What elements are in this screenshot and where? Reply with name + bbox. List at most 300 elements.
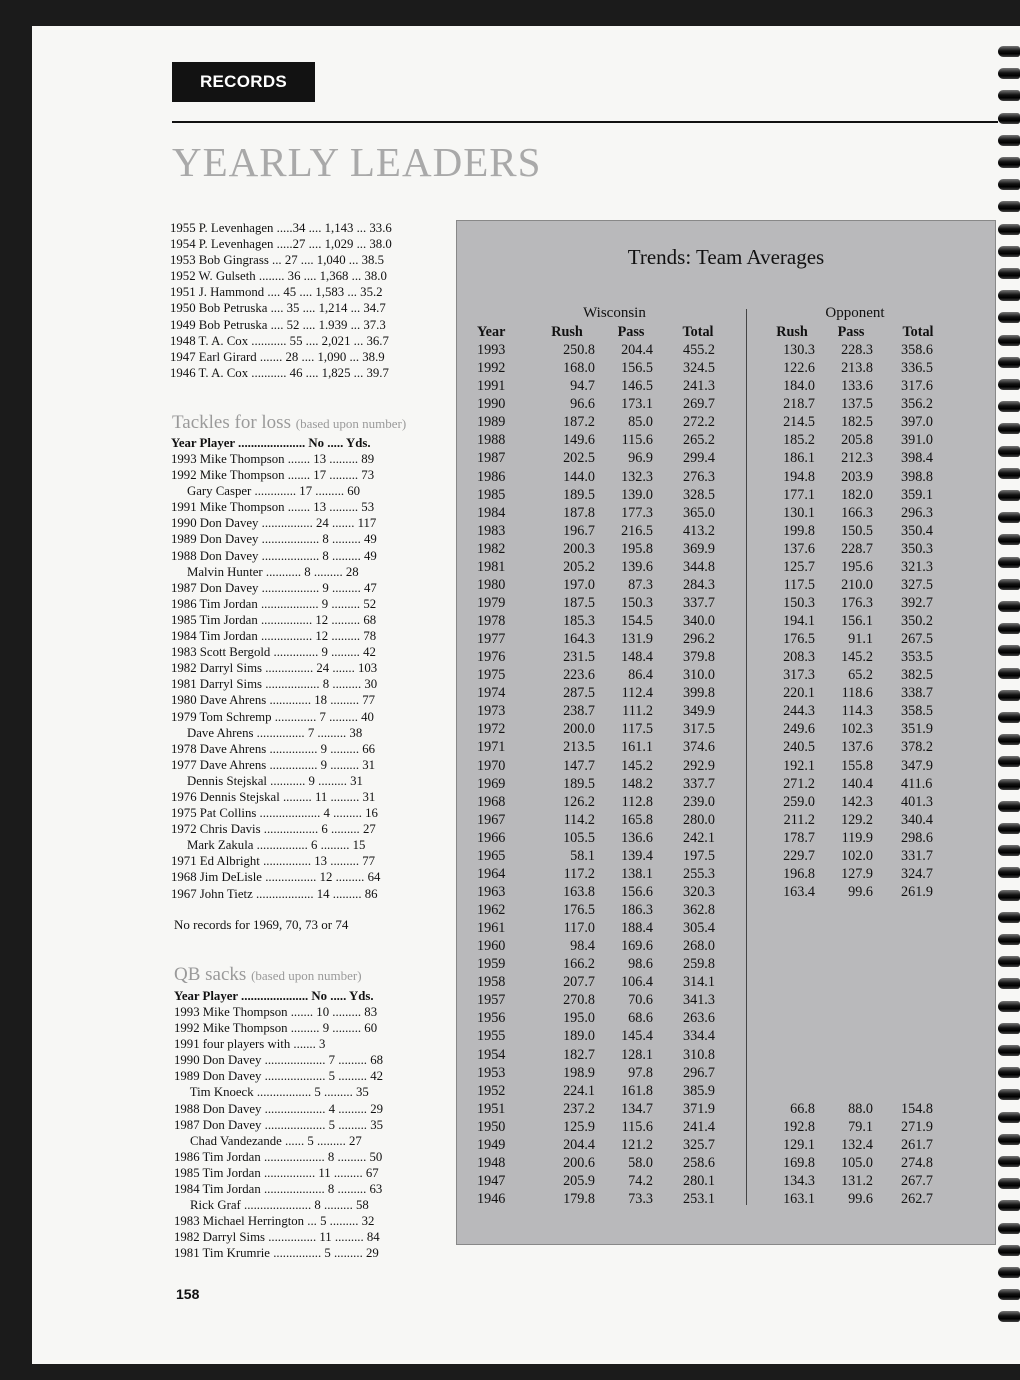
table-cell: [819, 991, 883, 1009]
table-row: [765, 955, 953, 973]
table-row: [477, 413, 733, 431]
binding-ring: [998, 68, 1020, 79]
table-row: [765, 377, 953, 395]
table-row: [477, 504, 733, 522]
table-cell: 255.3: [683, 865, 715, 882]
punting-list: [170, 220, 392, 381]
table-cell: 1964: [477, 865, 506, 882]
table-cell: 58.0: [628, 1154, 653, 1171]
table-cell: 140.4: [841, 775, 873, 792]
table-row: [765, 1154, 953, 1172]
table-row: [765, 486, 953, 504]
table-cell: 1993: [477, 342, 506, 359]
table-cell: 105.5: [563, 829, 595, 846]
table-cell: 1951: [477, 1100, 506, 1117]
binding-ring: [998, 90, 1020, 101]
list-item: Dave Ahrens ............... 7 ......... 38: [171, 725, 363, 740]
table-cell: 358.6: [901, 342, 933, 359]
table-row: [765, 413, 953, 431]
table-cell: [819, 955, 883, 973]
binding-ring: [998, 912, 1020, 923]
list-item: 1954 P. Levenhagen .....27 .... 1,029 ... 38.0: [170, 237, 392, 252]
binding-ring: [998, 179, 1020, 190]
table-row: [477, 702, 733, 720]
table-cell: 324.5: [683, 360, 715, 377]
binding-ring: [998, 712, 1020, 723]
table-cell: 203.9: [841, 468, 873, 485]
table-cell: 1978: [477, 613, 506, 629]
table-cell: 1972: [477, 721, 506, 738]
binding-ring: [998, 867, 1020, 878]
table-cell: 115.6: [621, 1118, 653, 1135]
table-cell: [765, 1045, 819, 1063]
binding-ring: [998, 956, 1020, 967]
binding-ring: [998, 1134, 1020, 1145]
table-cell: 397.0: [901, 414, 933, 431]
table-cell: [765, 1009, 819, 1027]
table-row: [477, 1009, 733, 1027]
table-cell: 68.6: [628, 1010, 653, 1027]
table-cell: [765, 901, 819, 919]
table-cell: 244.3: [783, 703, 815, 720]
table-cell: 117.0: [563, 920, 595, 937]
table-cell: 156.6: [621, 883, 653, 900]
table-row: [765, 1100, 953, 1118]
table-cell: [765, 937, 819, 955]
table-cell: 1966: [477, 829, 506, 846]
table-cell: 182.5: [841, 414, 873, 431]
table-row: [477, 937, 733, 955]
table-cell: 1991: [477, 378, 506, 395]
table-cell: 1980: [477, 576, 506, 593]
sacks-header: Year Player ..................... No ..... Yds.: [174, 989, 374, 1003]
list-item: Dennis Stejskal ........... 9 ......... 31: [171, 773, 363, 788]
table-row: [477, 1100, 733, 1118]
table-cell: 150.5: [841, 522, 873, 539]
tackles-title: Tackles for loss: [172, 412, 291, 433]
list-item: 1967 John Tietz .................. 14 ......... 86: [171, 886, 378, 901]
table-cell: 127.9: [841, 865, 873, 882]
table-cell: 97.8: [628, 1064, 653, 1081]
table-cell: 327.5: [901, 576, 933, 593]
table-cell: 102.0: [841, 847, 873, 864]
table-cell: 207.7: [563, 974, 595, 991]
table-cell: 1979: [477, 594, 506, 611]
table-row: [477, 811, 733, 829]
binding-ring: [998, 801, 1020, 812]
table-row: [765, 558, 953, 576]
table-cell: [883, 955, 953, 973]
table-cell: 184.0: [783, 378, 815, 395]
table-row: [765, 594, 953, 612]
table-cell: 85.0: [628, 414, 653, 431]
table-cell: 161.1: [621, 739, 653, 756]
table-cell: 324.7: [901, 865, 933, 882]
list-item: 1947 Earl Girard ....... 28 .... 1,090 ... 38.9: [170, 349, 385, 364]
table-cell: 237.2: [563, 1100, 595, 1117]
table-cell: 156.1: [841, 613, 873, 629]
table-cell: 1948: [477, 1154, 506, 1171]
table-row: [765, 666, 953, 684]
table-cell: 166.2: [563, 956, 595, 973]
column-divider: [746, 309, 747, 1205]
table-cell: 70.6: [628, 992, 653, 1009]
table-row: [765, 449, 953, 467]
column-header: Pass: [837, 324, 865, 340]
table-cell: [819, 973, 883, 991]
binding-ring: [998, 357, 1020, 368]
table-cell: 73.3: [628, 1191, 653, 1207]
list-item: 1983 Michael Herrington ... 5 ......... 32: [174, 1214, 375, 1229]
table-cell: 276.3: [683, 468, 715, 485]
table-cell: 238.7: [563, 703, 595, 720]
list-item: 1980 Dave Ahrens ............. 18 ......... 77: [171, 693, 376, 708]
table-cell: 1965: [477, 847, 506, 864]
table-cell: 228.7: [841, 540, 873, 557]
table-cell: 1971: [477, 739, 506, 756]
list-item: 1985 Tim Jordan ................ 11 ......... 67: [174, 1165, 379, 1180]
table-cell: 239.0: [683, 793, 715, 810]
table-cell: 1960: [477, 938, 506, 955]
table-cell: [883, 919, 953, 937]
table-row: [477, 684, 733, 702]
table-cell: 270.8: [563, 992, 595, 1009]
table-row: [477, 1136, 733, 1154]
table-cell: 121.2: [621, 1136, 653, 1153]
table-cell: 359.1: [901, 486, 933, 503]
table-row: [765, 883, 953, 901]
table-cell: 317.5: [683, 721, 715, 738]
table-row: [765, 937, 953, 955]
table-cell: 1987: [477, 450, 506, 467]
table-cell: [819, 1045, 883, 1063]
table-cell: 196.8: [783, 865, 815, 882]
binding-ring: [998, 978, 1020, 989]
table-cell: 117.2: [563, 865, 595, 882]
table-cell: 331.7: [901, 847, 933, 864]
table-row: [477, 901, 733, 919]
table-cell: 385.9: [683, 1082, 715, 1099]
table-cell: 200.3: [563, 540, 595, 557]
binding-ring: [998, 1045, 1020, 1056]
table-cell: 1981: [477, 558, 506, 575]
table-cell: 145.2: [621, 757, 653, 774]
binding-ring: [998, 290, 1020, 301]
list-item: 1953 Bob Gingrass ... 27 .... 1,040 ... 38.5: [170, 253, 384, 268]
table-cell: 267.5: [901, 631, 933, 648]
binding-ring: [998, 823, 1020, 834]
table-cell: 163.4: [783, 883, 815, 900]
table-cell: 374.6: [683, 739, 715, 756]
table-cell: [883, 1045, 953, 1063]
table-cell: 164.3: [563, 631, 595, 648]
table-row: [765, 576, 953, 594]
table-cell: 353.5: [901, 649, 933, 666]
table-row: [765, 341, 953, 359]
list-item: 1977 Dave Ahrens ............... 9 ......... 31: [171, 757, 376, 772]
table-cell: 131.9: [621, 631, 653, 648]
table-cell: 224.1: [563, 1082, 595, 1099]
list-item: 1979 Tom Schremp ............. 7 ......... 40: [171, 709, 374, 724]
list-item: 1981 Darryl Sims ................. 8 ......... 30: [171, 677, 378, 692]
table-cell: 189.0: [563, 1028, 595, 1045]
list-item: 1988 Don Davey ................... 4 ......... 29: [174, 1101, 383, 1116]
table-row: [477, 594, 733, 612]
list-item: 1990 Don Davey ................... 7 ......... 68: [174, 1053, 383, 1068]
table-cell: [819, 1081, 883, 1099]
table-cell: 241.3: [683, 378, 715, 395]
table-cell: 296.2: [683, 631, 715, 648]
table-cell: 189.5: [563, 486, 595, 503]
table-cell: [819, 901, 883, 919]
table-row: [765, 1009, 953, 1027]
table-cell: 130.1: [783, 504, 815, 521]
table-cell: 133.6: [841, 378, 873, 395]
table-row: [477, 612, 733, 630]
table-cell: 1953: [477, 1064, 506, 1081]
table-row: [477, 1027, 733, 1045]
table-cell: 1975: [477, 667, 506, 684]
table-cell: 259.0: [783, 793, 815, 810]
table-cell: 94.7: [570, 378, 595, 395]
table-cell: [765, 919, 819, 937]
table-cell: 231.5: [563, 649, 595, 666]
list-item: 1987 Don Davey .................. 9 ......... 47: [171, 580, 377, 595]
binding-ring: [998, 690, 1020, 701]
list-item: 1982 Darryl Sims ............... 11 ......... 84: [174, 1230, 380, 1245]
table-cell: 205.2: [563, 558, 595, 575]
table-row: [765, 1190, 953, 1208]
table-row: [477, 359, 733, 377]
table-cell: 213.8: [841, 360, 873, 377]
table-cell: 139.0: [621, 486, 653, 503]
table-cell: 305.4: [683, 920, 715, 937]
table-cell: 344.8: [683, 558, 715, 575]
table-cell: 154.5: [621, 613, 653, 629]
table-cell: 229.7: [783, 847, 815, 864]
table-cell: 139.4: [621, 847, 653, 864]
binding-ring: [998, 157, 1020, 168]
table-cell: 144.0: [563, 468, 595, 485]
table-cell: 182.7: [563, 1046, 595, 1063]
list-item: 1978 Dave Ahrens ............... 9 ......... 66: [171, 741, 376, 756]
binding-ring: [998, 335, 1020, 346]
table-cell: 223.6: [563, 667, 595, 684]
table-row: [765, 738, 953, 756]
table-cell: 147.7: [563, 757, 595, 774]
table-cell: 189.5: [563, 775, 595, 792]
table-cell: 205.8: [841, 432, 873, 449]
table-cell: 163.8: [563, 883, 595, 900]
table-cell: [765, 991, 819, 1009]
page-number: 158: [176, 1286, 200, 1302]
binding-ring: [998, 423, 1020, 434]
table-row: [765, 901, 953, 919]
column-header: Rush: [776, 324, 808, 340]
table-cell: 298.6: [901, 829, 933, 846]
section-tab: RECORDS: [172, 62, 315, 102]
table-cell: 58.1: [570, 847, 595, 864]
table-cell: 132.3: [621, 468, 653, 485]
table-cell: 187.8: [563, 504, 595, 521]
binding-ring: [998, 1023, 1020, 1034]
table-row: [765, 359, 953, 377]
table-cell: 1961: [477, 920, 506, 937]
binding-ring: [998, 135, 1020, 146]
binding-ring: [998, 512, 1020, 523]
table-cell: 96.9: [628, 450, 653, 467]
table-cell: 310.8: [683, 1046, 715, 1063]
table-cell: 310.0: [683, 667, 715, 684]
table-row: [765, 648, 953, 666]
table-row: [765, 1136, 953, 1154]
table-cell: 362.8: [683, 902, 715, 918]
table-row: [477, 955, 733, 973]
table-cell: 350.2: [901, 613, 933, 629]
table-cell: 148.4: [621, 649, 653, 666]
table-cell: 1970: [477, 757, 506, 774]
table-cell: 185.2: [783, 432, 815, 449]
table-cell: 99.6: [848, 1190, 873, 1207]
table-cell: 350.4: [901, 522, 933, 539]
table-row: [765, 1172, 953, 1190]
list-item: 1986 Tim Jordan .................. 9 ......... 52: [171, 596, 377, 611]
list-item: Tim Knoeck ................. 5 ......... 35: [174, 1085, 369, 1100]
spiral-binding: [998, 40, 1020, 1360]
table-cell: 208.3: [783, 649, 815, 666]
table-cell: [819, 1063, 883, 1081]
table-cell: 1968: [477, 793, 506, 810]
binding-ring: [998, 224, 1020, 235]
table-row: [477, 341, 733, 359]
table-cell: 262.7: [901, 1190, 933, 1207]
table-cell: 211.2: [783, 811, 815, 828]
table-cell: 165.8: [621, 811, 653, 828]
table-cell: 155.8: [841, 757, 873, 774]
list-item: 1968 Jim DeLisle ................ 12 ......... 64: [171, 870, 381, 885]
table-cell: 197.5: [683, 847, 715, 864]
binding-ring: [998, 623, 1020, 634]
table-cell: 134.7: [621, 1100, 653, 1117]
table-cell: 258.6: [683, 1154, 715, 1171]
table-cell: 1947: [477, 1172, 506, 1189]
table-row: [765, 540, 953, 558]
table-cell: 117.5: [621, 721, 653, 738]
table-cell: 87.3: [628, 576, 653, 593]
table-row: [477, 1172, 733, 1190]
table-row: [477, 540, 733, 558]
table-cell: 188.4: [621, 920, 653, 937]
table-row: [477, 919, 733, 937]
binding-ring: [998, 1156, 1020, 1167]
table-cell: 111.2: [622, 703, 653, 720]
table-cell: 340.0: [683, 613, 715, 629]
list-item: 1993 Mike Thompson ....... 13 ......... 89: [171, 452, 375, 466]
table-cell: [819, 1009, 883, 1027]
table-cell: 115.6: [621, 432, 653, 449]
table-cell: 1983: [477, 522, 506, 539]
table-cell: 228.3: [841, 342, 873, 359]
table-cell: 182.0: [841, 486, 873, 503]
table-cell: 296.3: [901, 504, 933, 521]
table-row: [765, 630, 953, 648]
table-cell: 137.5: [841, 396, 873, 413]
column-header: Rush: [551, 324, 583, 340]
table-cell: [883, 901, 953, 919]
table-cell: 349.9: [683, 703, 715, 720]
table-cell: 1984: [477, 504, 506, 521]
table-row: [477, 431, 733, 449]
table-cell: 176.3: [841, 594, 873, 611]
table-cell: [765, 973, 819, 991]
binding-ring: [998, 1245, 1020, 1256]
table-cell: [819, 919, 883, 937]
binding-ring: [998, 1289, 1020, 1300]
list-item: 1986 Tim Jordan ................... 8 ......... 50: [174, 1149, 383, 1164]
table-cell: 242.1: [683, 829, 715, 846]
table-cell: 1985: [477, 486, 506, 503]
sacks-title: QB sacks: [174, 964, 247, 985]
list-item: 1946 T. A. Cox ........... 46 .... 1,825 ... 39.7: [170, 365, 389, 380]
table-cell: 398.4: [901, 450, 933, 467]
table-row: [477, 486, 733, 504]
table-cell: 1954: [477, 1046, 506, 1063]
table-cell: 218.7: [783, 396, 815, 413]
table-cell: 98.6: [628, 956, 653, 973]
binding-ring: [998, 1223, 1020, 1234]
table-cell: 1963: [477, 883, 506, 900]
table-cell: 96.6: [570, 396, 595, 413]
table-cell: 280.0: [683, 811, 715, 828]
table-row: [765, 702, 953, 720]
list-item: 1987 Don Davey ................... 5 ......... 35: [174, 1117, 383, 1132]
table-row: [477, 991, 733, 1009]
table-row: [477, 449, 733, 467]
table-cell: 1955: [477, 1028, 506, 1045]
table-cell: 334.4: [683, 1028, 715, 1045]
tackles-list: [171, 451, 380, 902]
table-cell: 280.1: [683, 1172, 715, 1189]
binding-ring: [998, 113, 1020, 124]
table-cell: 271.9: [901, 1118, 933, 1135]
table-cell: 272.2: [683, 414, 715, 431]
binding-ring: [998, 1067, 1020, 1078]
table-cell: 379.8: [683, 649, 715, 666]
table-cell: 358.5: [901, 703, 933, 720]
table-cell: 119.9: [841, 829, 873, 846]
table-row: [477, 720, 733, 738]
table-cell: 1958: [477, 974, 506, 991]
list-item: 1972 Chris Davis ................. 6 ......... 27: [171, 822, 376, 837]
table-cell: 126.2: [563, 793, 595, 810]
list-item: 1984 Tim Jordan ................... 8 ......... 63: [174, 1182, 383, 1197]
binding-ring: [998, 468, 1020, 479]
table-cell: [765, 1081, 819, 1099]
table-cell: 1949: [477, 1136, 506, 1153]
table-cell: 125.9: [563, 1118, 595, 1135]
binding-ring: [998, 756, 1020, 767]
table-cell: 1988: [477, 432, 506, 449]
list-item: 1982 Darryl Sims ............... 24 ....... 103: [171, 661, 378, 676]
table-cell: 187.5: [563, 594, 595, 611]
tackles-header: Year Player ..................... No ..... Yds.: [171, 436, 371, 450]
table-cell: 195.0: [563, 1010, 595, 1027]
table-cell: 350.3: [901, 540, 933, 557]
table-row: [765, 468, 953, 486]
table-cell: 149.6: [563, 432, 595, 449]
table-cell: 378.2: [901, 739, 933, 756]
binding-ring: [998, 401, 1020, 412]
